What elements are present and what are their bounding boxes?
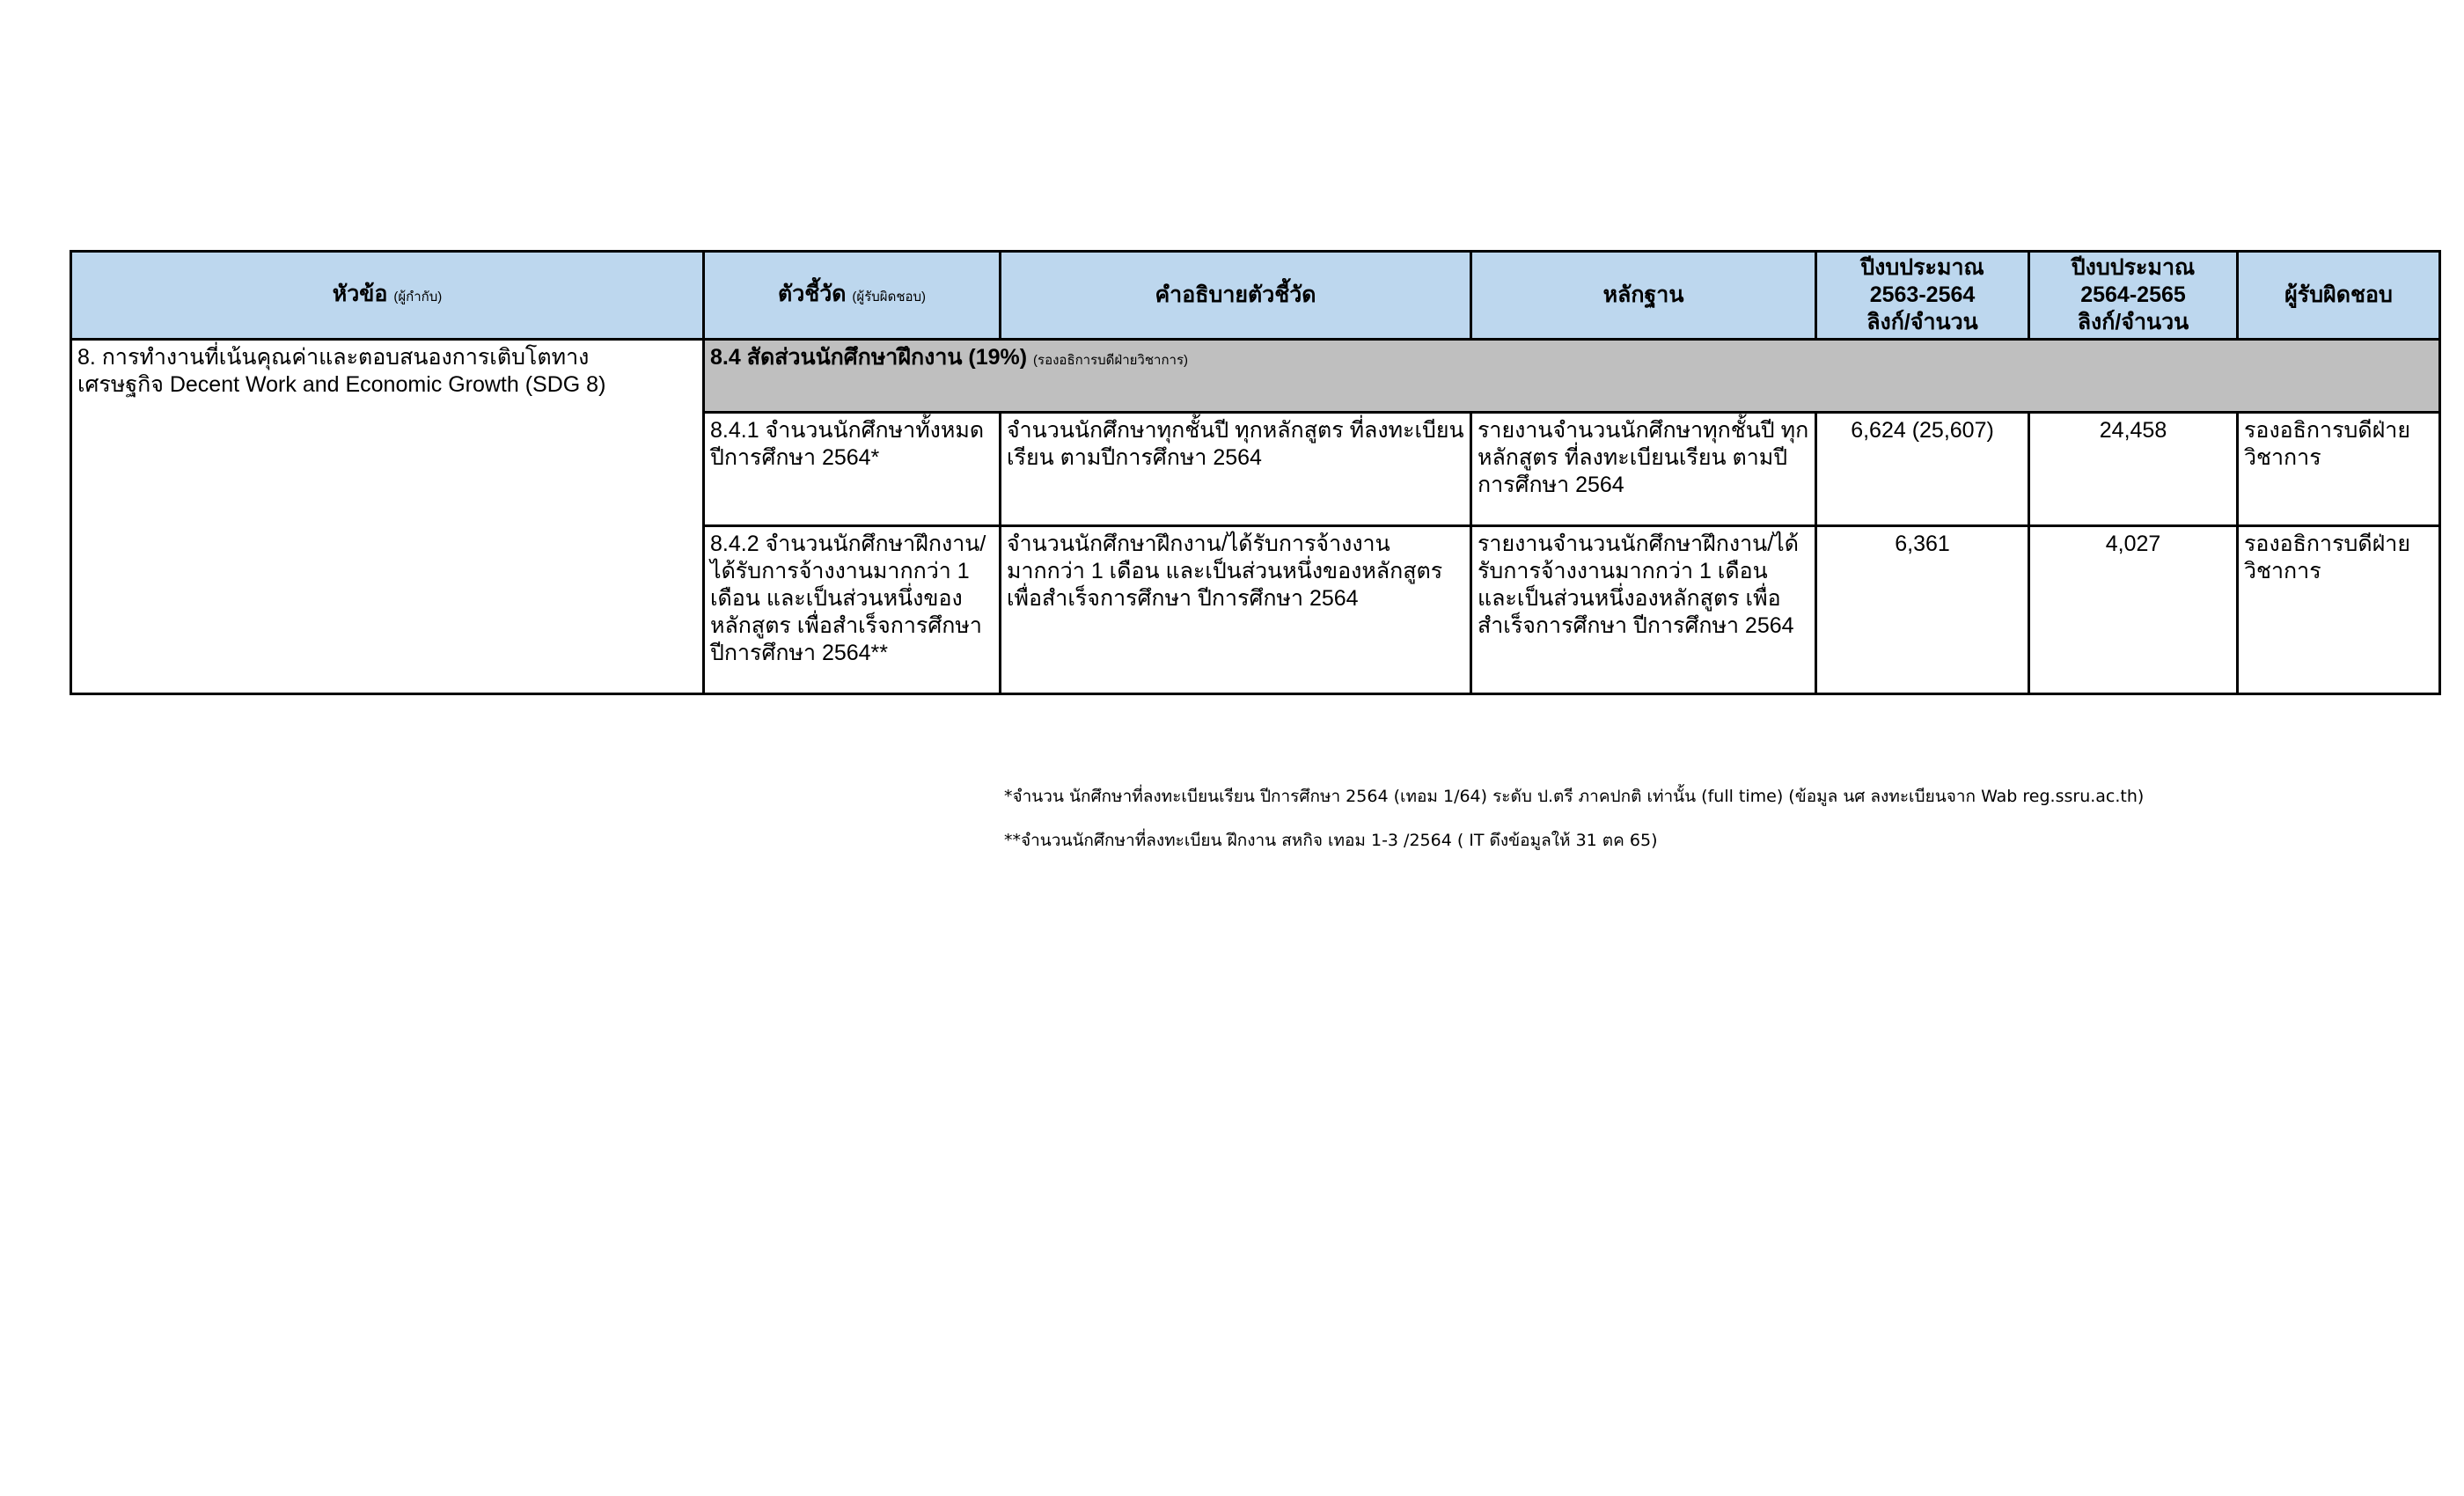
header-indicator <box>704 252 1001 340</box>
header-budget-2-line2: 2564-2565 <box>2080 282 2186 307</box>
sub-indicator-note: (รองอธิการบดีฝ่ายวิชาการ) <box>1033 353 1189 368</box>
footnote-2: **จำนวนนักศึกษาที่ลงทะเบียน ฝึกงาน สหกิจ เทอม 1-3 /2564 ( IT ดึงข้อมูลให้ 31 ตค 65) <box>1004 831 1658 850</box>
footnotes <box>1004 786 2144 874</box>
header-budget-2-line1: ปีงบประมาณ <box>2071 255 2196 280</box>
description-cell: จำนวนนักศึกษาฝึกงาน/ได้รับการจ้างงานมากกว่า 1 เดือน และเป็นส่วนหนึ่งของหลักสูตร เพื่อสำเร็จการศึกษา ปีการศึกษา 2564 <box>1001 526 1471 694</box>
indicator-cell: 8.4.2 จำนวนนักศึกษาฝึกงาน/ได้รับการจ้างงานมากกว่า 1 เดือน และเป็นส่วนหนึ่งของหลักสูตร เพื่อสำเร็จการศึกษา ปีการศึกษา 2564** <box>704 526 1001 694</box>
header-budget-2 <box>2029 252 2238 340</box>
header-budget-2-line3: ลิงก์/จำนวน <box>2077 310 2189 334</box>
sub-indicator-title: 8.4 สัดส่วนนักศึกษาฝึกงาน (19%) <box>710 345 1028 370</box>
header-topic <box>71 252 704 340</box>
header-topic-note: (ผู้กำกับ) <box>393 289 443 304</box>
header-description: คำอธิบายตัวชี้วัด <box>1001 252 1471 340</box>
budget-2-cell: 4,027 <box>2029 526 2238 694</box>
header-budget-1-line2: 2563-2564 <box>1869 282 1976 307</box>
goal-cell <box>71 340 704 694</box>
sub-indicator-cell <box>704 340 2440 413</box>
budget-1-cell: 6,361 <box>1816 526 2029 694</box>
header-topic-label: หัวข้อ <box>332 281 388 306</box>
budget-2-cell: 24,458 <box>2029 413 2238 526</box>
indicator-cell: 8.4.1 จำนวนนักศึกษาทั้งหมด ปีการศึกษา 2564* <box>704 413 1001 526</box>
header-budget-1 <box>1816 252 2029 340</box>
evidence-cell: รายงานจำนวนนักศึกษาฝึกงาน/ได้รับการจ้างงานมากกว่า 1 เดือน และเป็นส่วนหนึ่งองหลักสูตร เพื่อสำเร็จการศึกษา ปีการศึกษา 2564 <box>1471 526 1816 694</box>
responsible-cell: รองอธิการบดีฝ่ายวิชาการ <box>2238 526 2440 694</box>
header-responsible: ผู้รับผิดชอบ <box>2238 252 2440 340</box>
goal-line1: 8. การทำงานที่เน้นคุณค่าและตอบสนองการเติบโตทาง <box>77 345 590 370</box>
evidence-cell: รายงานจำนวนนักศึกษาทุกชั้นปี ทุกหลักสูตร ที่ลงทะเบียนเรียน ตามปีการศึกษา 2564 <box>1471 413 1816 526</box>
table-header-row <box>71 252 2440 340</box>
header-budget-1-line1: ปีงบประมาณ <box>1860 255 1984 280</box>
description-cell: จำนวนนักศึกษาทุกชั้นปี ทุกหลักสูตร ที่ลงทะเบียนเรียน ตามปีการศึกษา 2564 <box>1001 413 1471 526</box>
goal-line2: เศรษฐกิจ Decent Work and Economic Growth (SDG 8) <box>77 372 606 397</box>
table-row <box>71 340 2440 413</box>
responsible-cell: รองอธิการบดีฝ่ายวิชาการ <box>2238 413 2440 526</box>
sdg-indicator-table <box>70 250 2441 695</box>
footnote-1: *จำนวน นักศึกษาที่ลงทะเบียนเรียน ปีการศึกษา 2564 (เทอม 1/64) ระดับ ป.ตรี ภาคปกติ เท่านั้น (full time) (ข้อมูล นศ ลงทะเบียนจาก Wab reg.ssru.ac.th) <box>1004 787 2145 806</box>
header-budget-1-line3: ลิงก์/จำนวน <box>1866 310 1978 334</box>
budget-1-cell: 6,624 (25,607) <box>1816 413 2029 526</box>
header-indicator-note: (ผู้รับผิดชอบ) <box>852 289 927 304</box>
header-evidence: หลักฐาน <box>1471 252 1816 340</box>
header-indicator-label: ตัวชี้วัด <box>777 281 847 306</box>
